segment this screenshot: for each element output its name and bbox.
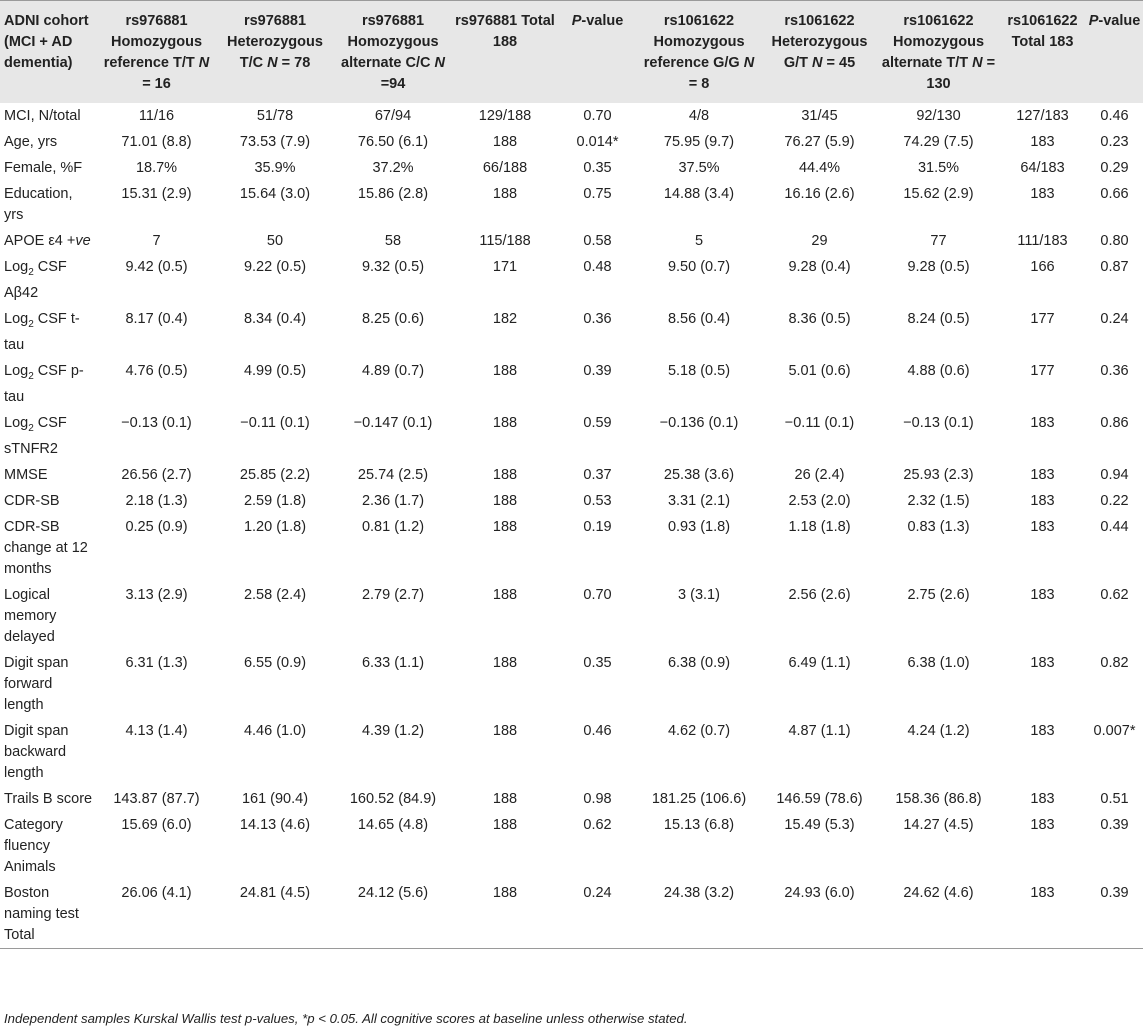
table-cell: 188 bbox=[492, 414, 518, 431]
table-cell: 183 bbox=[1030, 884, 1055, 901]
table-cell: 0.35 bbox=[583, 654, 612, 671]
table-cell: −0.13 (0.1) bbox=[903, 414, 974, 431]
table-row bbox=[0, 254, 1143, 306]
table-row bbox=[0, 786, 1143, 812]
table-row bbox=[0, 181, 1143, 228]
table-cell: 161 (90.4) bbox=[241, 790, 309, 807]
table-cell: 0.93 (1.8) bbox=[667, 518, 731, 535]
table-cell: 24.12 (5.6) bbox=[357, 884, 429, 901]
table-cell: 0.35 bbox=[583, 160, 612, 176]
table-cell: 25.74 (2.5) bbox=[357, 466, 429, 483]
table-cell: 15.31 (2.9) bbox=[121, 186, 192, 202]
table-cell: 9.28 (0.5) bbox=[907, 259, 970, 275]
header-cell: rs1061622 Total 183 bbox=[1007, 13, 1078, 50]
header-cell: rs976881 Homozygous alternate C/C N =94 bbox=[341, 13, 445, 92]
table-row bbox=[0, 514, 1143, 582]
table-cell: 37.5% bbox=[678, 160, 720, 176]
table-cell: 8.56 (0.4) bbox=[667, 310, 731, 327]
table-cell: 15.62 (2.9) bbox=[903, 186, 974, 202]
table-cell: 8.24 (0.5) bbox=[907, 310, 970, 327]
table-cell: 158.36 (86.8) bbox=[895, 790, 982, 807]
table-cell: 4.46 (1.0) bbox=[243, 722, 307, 739]
table-cell: 73.53 (7.9) bbox=[239, 134, 311, 150]
table-cell: 0.83 (1.3) bbox=[907, 518, 970, 535]
table-cell: 188 bbox=[492, 790, 518, 807]
header-cell: rs976881 Heterozygous T/C N = 78 bbox=[227, 13, 323, 71]
table-cell: 183 bbox=[1030, 414, 1055, 431]
table-cell: 4.76 (0.5) bbox=[125, 362, 188, 379]
table-cell: 74.29 (7.5) bbox=[903, 134, 974, 150]
row-label: CDR-SB change at 12 months bbox=[4, 518, 88, 577]
table-cell: 14.88 (3.4) bbox=[663, 186, 735, 202]
table-row bbox=[0, 358, 1143, 410]
table-cell: 26.56 (2.7) bbox=[121, 466, 192, 483]
table-cell: 4.13 (1.4) bbox=[125, 722, 188, 739]
table-cell: 143.87 (87.7) bbox=[113, 790, 200, 807]
table-cell: 188 bbox=[492, 816, 518, 833]
table-cell: 3.13 (2.9) bbox=[125, 586, 188, 603]
table-cell: 188 bbox=[492, 134, 518, 150]
table-cell: 51/78 bbox=[256, 108, 294, 124]
table-cell: 0.70 bbox=[583, 108, 612, 124]
table-cell: 8.36 (0.5) bbox=[788, 310, 851, 327]
table-cell: 6.49 (1.1) bbox=[788, 654, 851, 671]
table-cell: 0.36 bbox=[583, 310, 612, 327]
table-cell: 160.52 (84.9) bbox=[349, 790, 437, 807]
table-cell: 50 bbox=[266, 233, 284, 249]
table-body bbox=[0, 103, 1143, 948]
row-label: Log$_2$ CSF t-tau bbox=[4, 310, 80, 353]
table-cell: 0.75 bbox=[583, 186, 612, 202]
row-label: CDR-SB bbox=[4, 492, 60, 509]
table-cell: 183 bbox=[1030, 654, 1055, 671]
table-cell: 183 bbox=[1030, 586, 1055, 603]
table-cell: 115/188 bbox=[479, 233, 531, 249]
table-cell: 6.31 (1.3) bbox=[125, 654, 188, 671]
table-cell: 188 bbox=[492, 654, 518, 671]
table-cell: 0.46 bbox=[583, 722, 612, 739]
table-cell: 11/16 bbox=[138, 108, 175, 124]
table-cell: 0.39 bbox=[583, 362, 612, 379]
table-footnote: Independent samples Kurskal Wallis test p-values, *p < 0.05. All cognitive scores at baseline unless otherwise stated. bbox=[4, 1011, 688, 1026]
table-cell: 183 bbox=[1030, 816, 1055, 833]
table-cell: 9.32 (0.5) bbox=[361, 259, 425, 275]
table-cell: 37.2% bbox=[372, 160, 414, 176]
table-cell: 2.53 (2.0) bbox=[788, 492, 851, 509]
table-cell: 76.27 (5.9) bbox=[784, 134, 855, 150]
row-label: MMSE bbox=[4, 466, 48, 483]
table-cell: 31.5% bbox=[917, 160, 960, 176]
row-label: Boston naming test Total bbox=[4, 884, 79, 943]
table-cell: 6.38 (0.9) bbox=[667, 654, 731, 671]
table-cell: 25.38 (3.6) bbox=[663, 466, 735, 483]
table-cell: 58 bbox=[384, 233, 402, 249]
table-cell: 3 (3.1) bbox=[678, 586, 720, 603]
table-cell: 71.01 (8.8) bbox=[121, 134, 192, 150]
table-cell: 2.18 (1.3) bbox=[125, 492, 188, 509]
table-cell: 67/94 bbox=[374, 108, 412, 124]
table-cell: 188 bbox=[492, 466, 518, 483]
table-cell: 0.86 bbox=[1100, 414, 1129, 431]
table-cell: 8.34 (0.4) bbox=[243, 310, 307, 327]
table-cell: 188 bbox=[492, 492, 518, 509]
table-cell: 66/188 bbox=[482, 160, 528, 176]
table-row bbox=[0, 582, 1143, 650]
table-cell: 183 bbox=[1030, 186, 1055, 202]
table-cell: 9.50 (0.7) bbox=[667, 259, 731, 275]
table-cell: 0.87 bbox=[1100, 259, 1129, 275]
table-cell: 0.66 bbox=[1100, 186, 1129, 202]
table-cell: 26 (2.4) bbox=[794, 466, 845, 483]
table-cell: 14.13 (4.6) bbox=[239, 816, 311, 833]
table-cell: 5 bbox=[694, 233, 704, 249]
table-cell: 0.24 bbox=[583, 884, 612, 901]
table-cell: 183 bbox=[1030, 722, 1055, 739]
table-cell: 7 bbox=[152, 233, 161, 249]
table-cell: 0.51 bbox=[1100, 790, 1129, 807]
table-cell: 18.7% bbox=[135, 160, 178, 176]
table-row bbox=[0, 718, 1143, 786]
table-cell: 9.42 (0.5) bbox=[125, 259, 188, 275]
table-cell: 111/183 bbox=[1017, 233, 1068, 249]
table-cell: 0.22 bbox=[1100, 492, 1129, 509]
table-cell: 14.27 (4.5) bbox=[903, 816, 974, 833]
table-cell: 6.33 (1.1) bbox=[361, 654, 425, 671]
header-cell: rs976881 Total 188 bbox=[455, 13, 555, 50]
row-label: APOE ε4 +ve bbox=[4, 233, 91, 249]
table-cell: 14.65 (4.8) bbox=[357, 816, 429, 833]
table-cell: 183 bbox=[1030, 790, 1055, 807]
table-cell: 0.014* bbox=[576, 134, 619, 150]
table-cell: 15.69 (6.0) bbox=[121, 816, 192, 833]
table-cell: −0.147 (0.1) bbox=[353, 414, 433, 431]
table-cell: 1.20 (1.8) bbox=[243, 518, 307, 535]
table-cell: 0.23 bbox=[1100, 134, 1129, 150]
table-cell: 6.55 (0.9) bbox=[243, 654, 307, 671]
table-cell: 2.59 (1.8) bbox=[243, 492, 307, 509]
table-cell: 8.17 (0.4) bbox=[125, 310, 188, 327]
table-cell: 15.13 (6.8) bbox=[663, 816, 735, 833]
row-label: Female, %F bbox=[4, 160, 83, 176]
table-row bbox=[0, 880, 1143, 949]
row-label: Log$_2$ CSF p-tau bbox=[4, 362, 84, 405]
table-cell: 182 bbox=[492, 310, 518, 327]
table-cell: 4.39 (1.2) bbox=[361, 722, 425, 739]
table-cell: 2.36 (1.7) bbox=[361, 492, 425, 509]
table-cell: 4.87 (1.1) bbox=[788, 722, 851, 739]
table-cell: 0.25 (0.9) bbox=[125, 518, 188, 535]
table-cell: 2.32 (1.5) bbox=[907, 492, 970, 509]
table-cell: 0.82 bbox=[1100, 654, 1129, 671]
table-cell: 9.22 (0.5) bbox=[243, 259, 307, 275]
row-label: Log$_2$ CSF sTNFR2 bbox=[4, 414, 67, 457]
table-row bbox=[0, 462, 1143, 488]
table-cell: 5.18 (0.5) bbox=[667, 362, 731, 379]
table-cell: 146.59 (78.6) bbox=[776, 790, 863, 807]
header-cell-pvalue: P-value bbox=[571, 13, 624, 29]
table-cell: 31/45 bbox=[801, 108, 838, 124]
table-cell: 0.36 bbox=[1100, 362, 1129, 379]
table-cell: 0.80 bbox=[1100, 233, 1129, 249]
table-cell: 177 bbox=[1030, 362, 1055, 379]
table-row bbox=[0, 812, 1143, 880]
table-cell: 0.19 bbox=[583, 518, 612, 535]
table-cell: 24.38 (3.2) bbox=[663, 884, 735, 901]
table-cell: 6.38 (1.0) bbox=[907, 654, 970, 671]
row-label: Category fluency Animals bbox=[4, 816, 63, 875]
table-row bbox=[0, 650, 1143, 718]
table-cell: 188 bbox=[492, 586, 518, 603]
table-row bbox=[0, 155, 1143, 181]
table-cell: 4.88 (0.6) bbox=[907, 362, 970, 379]
table-cell: −0.13 (0.1) bbox=[121, 414, 192, 431]
table-cell: 188 bbox=[492, 362, 518, 379]
table-cell: 44.4% bbox=[798, 160, 841, 176]
table-cell: 76.50 (6.1) bbox=[357, 134, 429, 150]
table-cell: 4/8 bbox=[688, 108, 710, 124]
table-cell: 0.24 bbox=[1100, 310, 1129, 327]
header-cell-cohort: ADNI cohort (MCI + AD dementia) bbox=[4, 13, 89, 71]
row-label: MCI, N/total bbox=[4, 108, 81, 124]
table-cell: 183 bbox=[1030, 492, 1055, 509]
table-row bbox=[0, 103, 1143, 129]
table-cell: 2.58 (2.4) bbox=[243, 586, 307, 603]
table-cell: 0.46 bbox=[1100, 108, 1129, 124]
row-label: Education, yrs bbox=[4, 186, 73, 223]
table-cell: 4.89 (0.7) bbox=[361, 362, 425, 379]
table-row bbox=[0, 306, 1143, 358]
table-cell: 4.24 (1.2) bbox=[907, 722, 970, 739]
table-header bbox=[0, 1, 1143, 104]
table-cell: 188 bbox=[492, 884, 518, 901]
table-cell: 0.44 bbox=[1100, 518, 1129, 535]
table-cell: 0.39 bbox=[1100, 816, 1129, 833]
header-cell: rs976881 Homozygous reference T/T N = 16 bbox=[103, 13, 210, 92]
table-cell: 2.75 (2.6) bbox=[907, 586, 970, 603]
table-cell: 171 bbox=[492, 259, 518, 275]
row-label: Logical memory delayed bbox=[4, 586, 57, 645]
table-cell: 15.49 (5.3) bbox=[784, 816, 855, 833]
table-cell: 1.18 (1.8) bbox=[788, 518, 851, 535]
row-label: Age, yrs bbox=[4, 134, 58, 150]
table-cell: 24.81 (4.5) bbox=[239, 884, 311, 901]
table-cell: 64/183 bbox=[1020, 160, 1065, 176]
table-cell: −0.11 (0.1) bbox=[240, 414, 310, 431]
table-cell: 75.95 (9.7) bbox=[663, 134, 735, 150]
table-cell: 0.29 bbox=[1100, 160, 1129, 176]
table-cell: 183 bbox=[1030, 466, 1055, 483]
row-label: Log$_2$ CSF Aβ42 bbox=[4, 259, 67, 301]
table-cell: 92/130 bbox=[916, 108, 961, 124]
header-cell-pvalue: P-value bbox=[1088, 13, 1141, 29]
table-row bbox=[0, 228, 1143, 254]
table-cell: 15.64 (3.0) bbox=[239, 186, 311, 202]
table-cell: 29 bbox=[811, 233, 828, 249]
row-label: Trails B score bbox=[4, 790, 93, 807]
table-row bbox=[0, 129, 1143, 155]
table-cell: 0.007* bbox=[1093, 722, 1136, 739]
table-cell: 4.62 (0.7) bbox=[667, 722, 731, 739]
table-cell: 3.31 (2.1) bbox=[667, 492, 731, 509]
row-label: Digit span backward length bbox=[4, 722, 69, 781]
table-cell: 188 bbox=[492, 518, 518, 535]
table-cell: 183 bbox=[1030, 134, 1055, 150]
table-cell: 0.62 bbox=[583, 816, 612, 833]
table-cell: 8.25 (0.6) bbox=[361, 310, 425, 327]
header-row bbox=[0, 1, 1143, 104]
table-cell: 25.85 (2.2) bbox=[239, 466, 311, 483]
table-cell: 9.28 (0.4) bbox=[788, 259, 851, 275]
table-cell: 0.58 bbox=[583, 233, 612, 249]
table-cell: 24.93 (6.0) bbox=[784, 884, 855, 901]
table-cell: 35.9% bbox=[254, 160, 296, 176]
table-cell: 5.01 (0.6) bbox=[788, 362, 851, 379]
header-cell: rs1061622 Homozygous alternate T/T N = 130 bbox=[881, 13, 996, 92]
header-cell: rs1061622 Heterozygous G/T N = 45 bbox=[771, 13, 868, 71]
table-cell: 0.62 bbox=[1100, 586, 1129, 603]
table-cell: 0.53 bbox=[583, 492, 612, 509]
table-row bbox=[0, 410, 1143, 462]
table-cell: 2.56 (2.6) bbox=[788, 586, 851, 603]
table-cell: 4.99 (0.5) bbox=[243, 362, 307, 379]
table-cell: 129/188 bbox=[478, 108, 532, 124]
table-cell: 26.06 (4.1) bbox=[121, 884, 192, 901]
table-cell: 188 bbox=[492, 722, 518, 739]
table-cell: 181.25 (106.6) bbox=[651, 790, 747, 807]
table-cell: 15.86 (2.8) bbox=[357, 186, 429, 202]
table-row bbox=[0, 488, 1143, 514]
table-cell: 127/183 bbox=[1016, 108, 1069, 124]
table-cell: 166 bbox=[1030, 259, 1055, 275]
header-cell: rs1061622 Homozygous reference G/G N = 8 bbox=[643, 13, 755, 92]
row-label: Digit span forward length bbox=[4, 654, 69, 713]
table-cell: 183 bbox=[1030, 518, 1055, 535]
table-cell: 0.70 bbox=[583, 586, 612, 603]
table-cell: 16.16 (2.6) bbox=[784, 186, 855, 202]
table-cell: 0.39 bbox=[1100, 884, 1129, 901]
table-cell: −0.136 (0.1) bbox=[659, 414, 739, 431]
table-cell: 0.59 bbox=[583, 414, 612, 431]
table-cell: 24.62 (4.6) bbox=[903, 884, 974, 901]
table-cell: −0.11 (0.1) bbox=[784, 414, 855, 431]
table-cell: 25.93 (2.3) bbox=[903, 466, 974, 483]
table-cell: 2.79 (2.7) bbox=[361, 586, 425, 603]
table-cell: 0.37 bbox=[583, 466, 612, 483]
table-cell: 177 bbox=[1030, 310, 1055, 327]
table-cell: 0.81 (1.2) bbox=[361, 518, 425, 535]
table-cell: 188 bbox=[492, 186, 518, 202]
table-cell: 0.98 bbox=[583, 790, 612, 807]
table-cell: 0.48 bbox=[583, 259, 612, 275]
table-cell: 77 bbox=[930, 233, 947, 249]
table-cell: 0.94 bbox=[1100, 466, 1129, 483]
